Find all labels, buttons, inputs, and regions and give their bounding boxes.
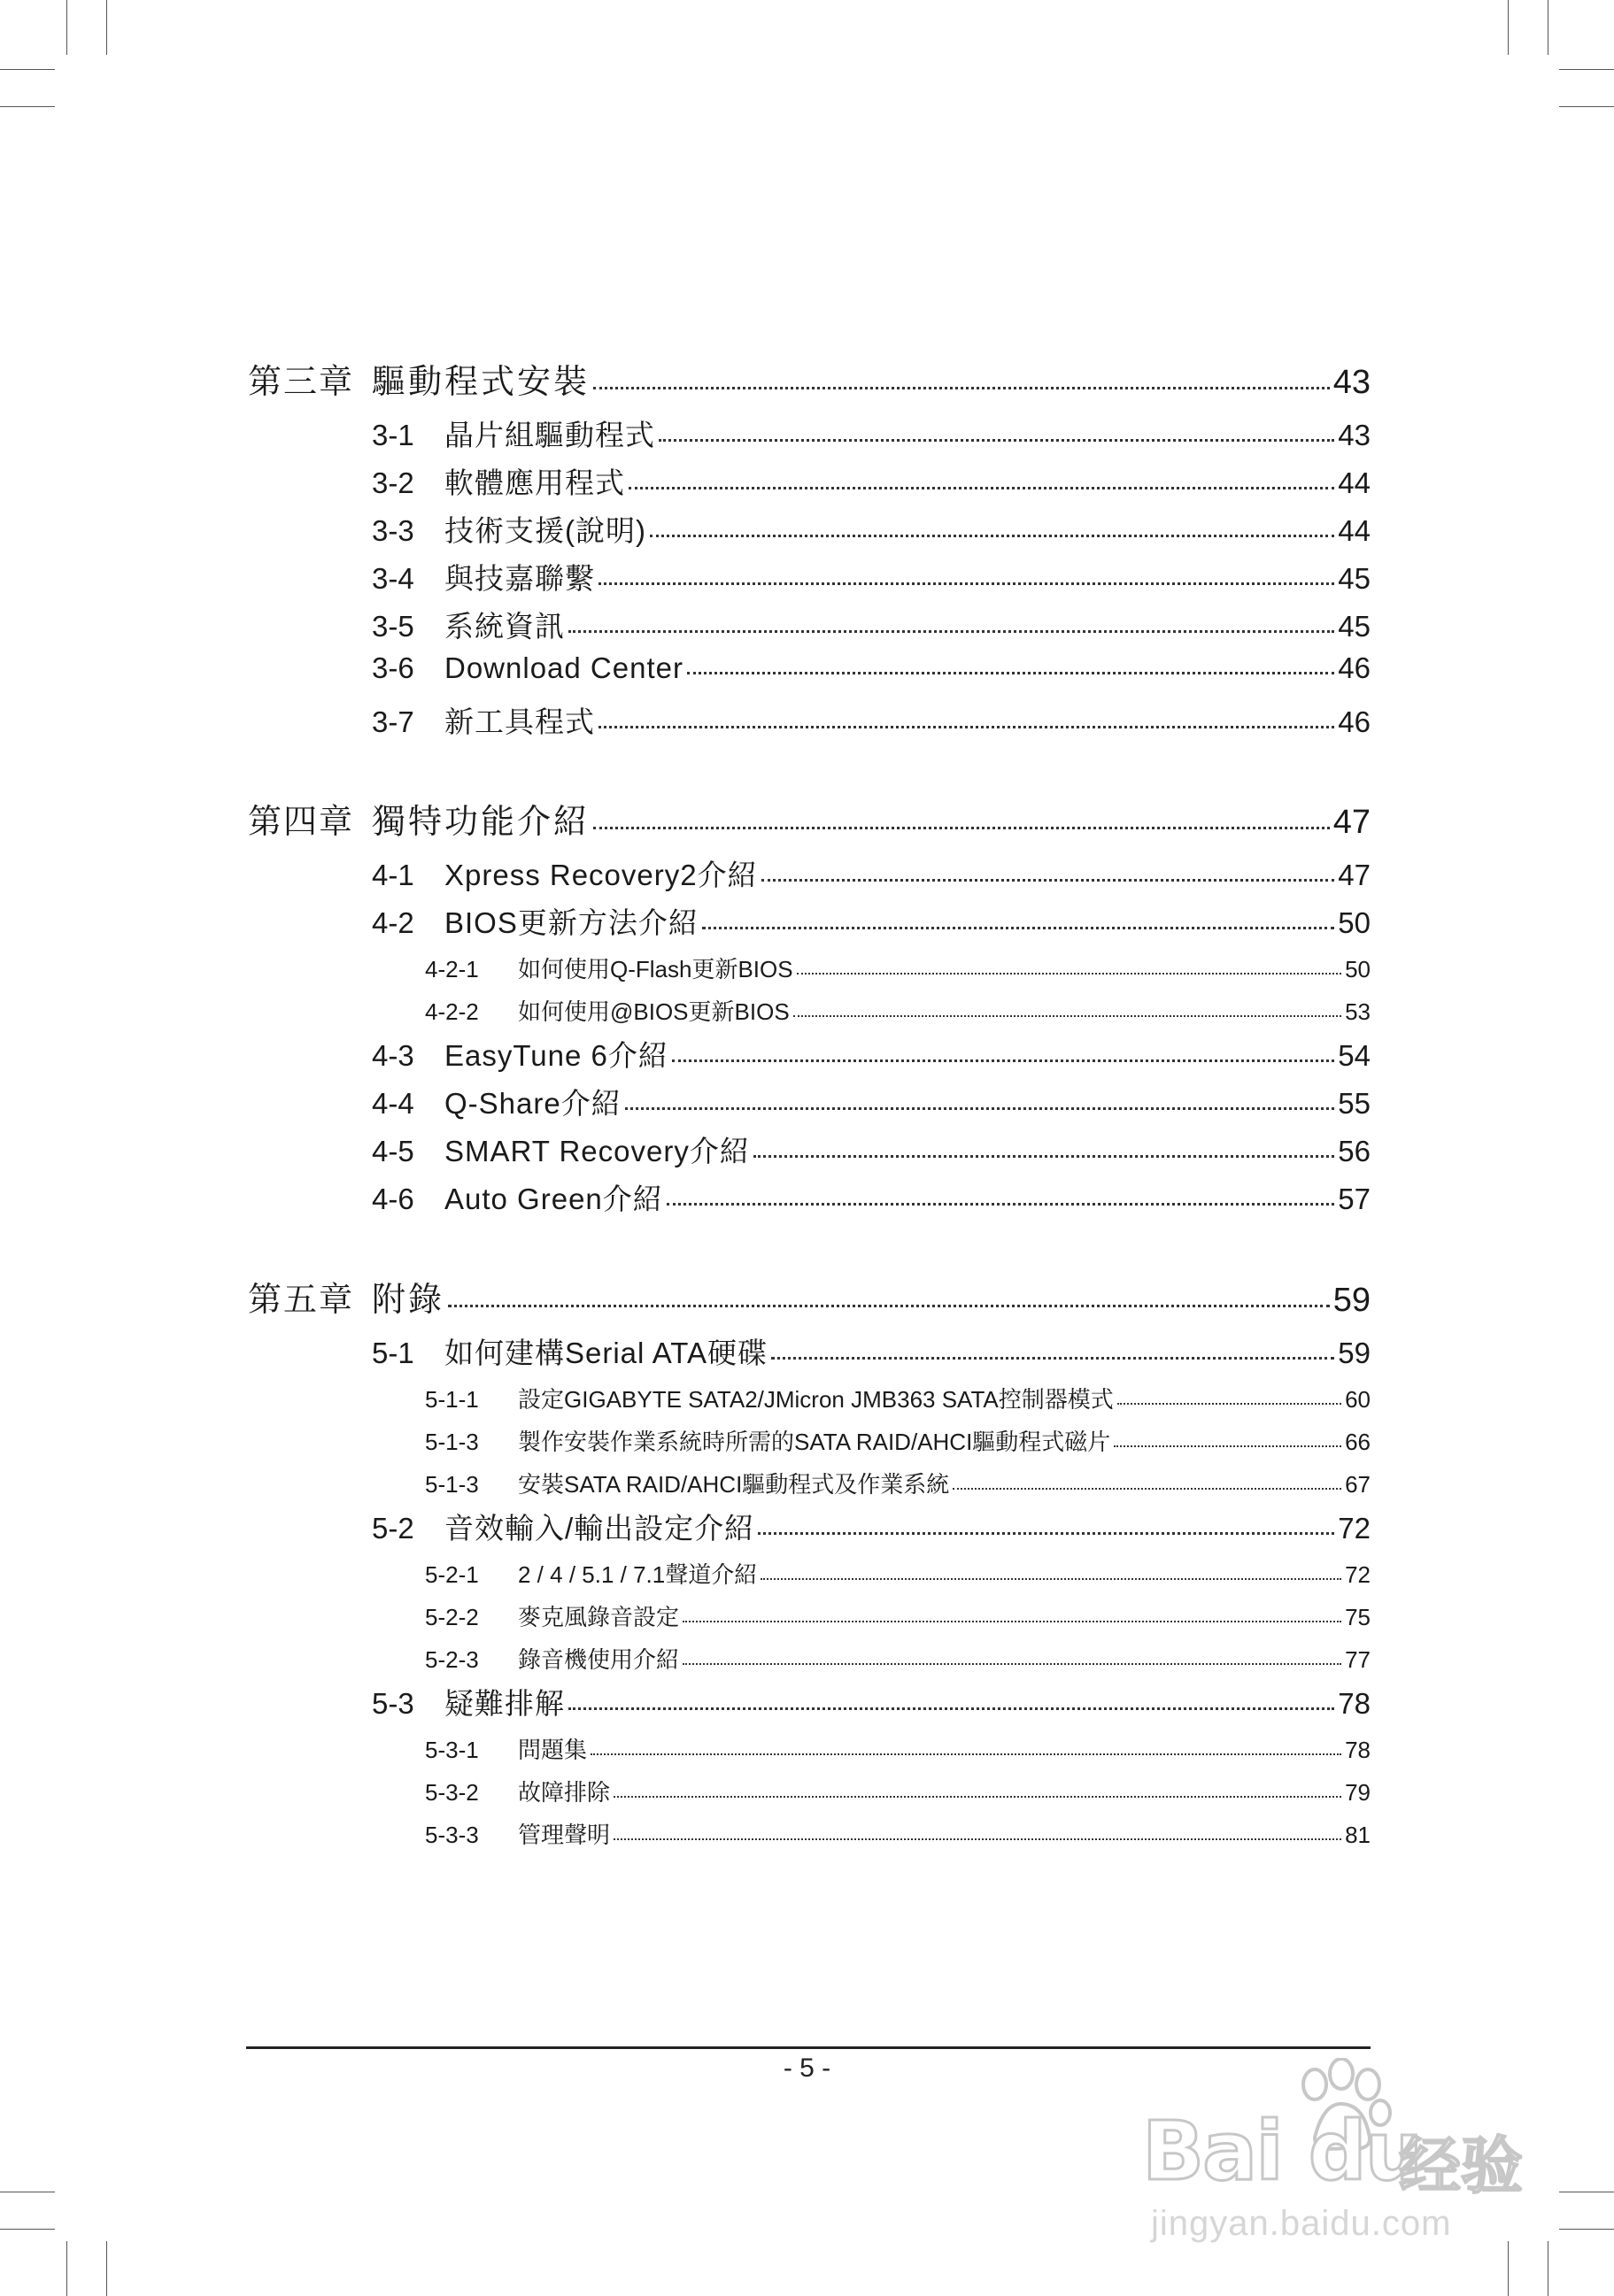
subsection-number: 5-3-1 (425, 1737, 479, 1763)
page-ref: 53 (1345, 998, 1371, 1025)
watermark-url: jingyan.baidu.com (1151, 2204, 1452, 2243)
subsection-title: 問題集 (518, 1737, 588, 1763)
toc-section[interactable] (372, 460, 1371, 502)
page-ref: 72 (1338, 1512, 1371, 1545)
section-title: Auto Green介紹 (444, 1183, 663, 1215)
crop-mark (66, 0, 67, 55)
crop-mark (1559, 106, 1614, 107)
section-title: EasyTune 6介紹 (444, 1039, 668, 1072)
toc-chapter[interactable] (248, 794, 1371, 843)
toc-subsection[interactable] (425, 1599, 1371, 1632)
page-ref: 57 (1338, 1183, 1371, 1215)
page-ref: 59 (1338, 1337, 1371, 1369)
page-number: - 5 - (783, 2053, 831, 2083)
page-ref: 47 (1338, 859, 1371, 891)
chapter-title: 附錄 (372, 1280, 445, 1319)
toc-subsection[interactable] (425, 994, 1371, 1027)
page-ref: 78 (1345, 1737, 1371, 1763)
page-ref: 54 (1338, 1039, 1371, 1072)
crop-mark (66, 2241, 67, 2296)
toc-section[interactable] (372, 1081, 1371, 1122)
section-title: 音效輸入/輸出設定介紹 (444, 1512, 755, 1545)
page-ref: 81 (1345, 1822, 1371, 1848)
subsection-title: 2 / 4 / 5.1 / 7.1聲道介紹 (518, 1561, 758, 1588)
section-number: 5-2 (372, 1512, 414, 1545)
subsection-number: 5-1-3 (425, 1429, 479, 1455)
crop-mark (106, 0, 107, 55)
section-title: Download Center (444, 651, 683, 684)
subsection-number: 5-1-1 (425, 1386, 479, 1413)
toc-section[interactable] (372, 900, 1371, 942)
chapter-title: 獨特功能介紹 (372, 802, 591, 841)
subsection-title: 故障排除 (518, 1779, 611, 1806)
page-ref: 60 (1345, 1386, 1371, 1413)
toc-subsection[interactable] (425, 1424, 1371, 1457)
dot-leader (598, 726, 1334, 728)
dot-leader (793, 1015, 1341, 1017)
chapter-number: 第四章 (248, 802, 355, 841)
subsection-title: 如何使用Q-Flash更新BIOS (518, 956, 793, 982)
page-ref: 75 (1345, 1604, 1371, 1630)
subsection-title: 麥克風錄音設定 (518, 1604, 680, 1630)
subsection-title: 設定GIGABYTE SATA2/JMicron JMB363 SATA控制器模式 (518, 1386, 1114, 1413)
page-ref: 79 (1345, 1779, 1371, 1806)
baidu-watermark (1142, 2058, 1532, 2243)
dot-leader (448, 1305, 1330, 1307)
dot-leader (625, 1107, 1335, 1110)
toc-section[interactable] (372, 852, 1371, 894)
section-number: 3-6 (372, 651, 414, 684)
dot-leader (683, 1621, 1341, 1622)
crop-mark (1559, 69, 1614, 70)
subsection-title: 如何使用@BIOS更新BIOS (518, 998, 790, 1025)
subsection-title: 安裝SATA RAID/AHCI驅動程式及作業系統 (518, 1471, 950, 1498)
section-number: 3-4 (372, 562, 414, 595)
section-title: 新工具程式 (444, 705, 595, 738)
dot-leader (614, 1838, 1341, 1840)
toc-subsection[interactable] (425, 1732, 1371, 1765)
toc-subsection[interactable] (425, 1775, 1371, 1807)
chapter-number: 第五章 (248, 1280, 355, 1319)
dot-leader (568, 1707, 1334, 1710)
page-ref: 59 (1332, 1282, 1371, 1319)
toc-section[interactable] (372, 1176, 1371, 1218)
subsection-number: 5-2-2 (425, 1604, 479, 1630)
section-title: 疑難排解 (444, 1687, 565, 1720)
section-title: Q-Share介紹 (444, 1087, 622, 1120)
dot-leader (702, 927, 1334, 929)
section-title: 技術支援(說明) (444, 514, 646, 547)
subsection-number: 5-2-3 (425, 1646, 479, 1673)
toc-section[interactable] (372, 651, 1371, 685)
toc-subsection[interactable] (425, 1467, 1371, 1499)
subsection-title: 製作安裝作業系統時所需的SATA RAID/AHCI驅動程式磁片 (518, 1429, 1111, 1455)
section-number: 4-1 (372, 859, 414, 891)
toc-subsection[interactable] (425, 952, 1371, 984)
dot-leader (593, 387, 1330, 389)
subsection-title: 錄音機使用介紹 (518, 1646, 680, 1673)
section-number: 3-5 (372, 610, 414, 643)
page-ref: 50 (1345, 956, 1371, 982)
crop-mark (0, 69, 55, 70)
crop-mark (1508, 2241, 1509, 2296)
toc-section[interactable] (372, 508, 1371, 550)
dot-leader (753, 1155, 1334, 1158)
dot-leader (687, 672, 1334, 674)
section-number: 3-2 (372, 466, 414, 499)
page-ref: 56 (1338, 1135, 1371, 1167)
section-number: 4-3 (372, 1039, 414, 1072)
page-ref: 77 (1345, 1646, 1371, 1673)
toc-chapter[interactable] (248, 354, 1371, 403)
page-ref: 43 (1338, 419, 1371, 451)
crop-mark (106, 2241, 107, 2296)
page-ref: 66 (1345, 1429, 1371, 1455)
toc-section[interactable] (372, 604, 1371, 645)
dot-leader (614, 1796, 1341, 1798)
subsection-number: 5-2-1 (425, 1561, 479, 1588)
section-title: BIOS更新方法介紹 (444, 906, 699, 939)
section-number: 3-3 (372, 514, 414, 547)
subsection-title: 管理聲明 (518, 1822, 611, 1848)
dot-leader (1114, 1445, 1341, 1447)
dot-leader (591, 1753, 1341, 1755)
dot-leader (761, 1578, 1341, 1580)
toc-section[interactable] (372, 1129, 1371, 1170)
page-ref: 45 (1338, 562, 1371, 595)
footer-rule (246, 2046, 1371, 2049)
section-title: 如何建構Serial ATA硬碟 (444, 1337, 768, 1369)
dot-leader (593, 827, 1330, 829)
dot-leader (650, 535, 1334, 537)
section-number: 5-1 (372, 1337, 414, 1369)
dot-leader (771, 1357, 1334, 1360)
toc-section[interactable] (372, 1330, 1371, 1372)
dot-leader (672, 1059, 1334, 1062)
section-title: 軟體應用程式 (444, 466, 625, 499)
toc-chapter[interactable] (248, 1272, 1371, 1321)
crop-mark (0, 106, 55, 107)
section-title: 晶片組驅動程式 (444, 419, 655, 451)
dot-leader (667, 1203, 1335, 1206)
section-number: 3-1 (372, 419, 414, 451)
dot-leader (797, 973, 1341, 975)
subsection-number: 5-1-3 (425, 1471, 479, 1498)
dot-leader (758, 1532, 1334, 1535)
toc-subsection[interactable] (425, 1382, 1371, 1414)
dot-leader (761, 879, 1335, 882)
crop-mark (1559, 2229, 1614, 2230)
page-ref: 72 (1345, 1561, 1371, 1588)
toc-section[interactable] (372, 1681, 1371, 1722)
dot-leader (683, 1663, 1341, 1665)
subsection-number: 4-2-1 (425, 956, 479, 982)
subsection-number: 5-3-2 (425, 1779, 479, 1806)
page-ref: 45 (1338, 610, 1371, 643)
toc-section[interactable] (372, 556, 1371, 597)
section-number: 4-4 (372, 1087, 414, 1120)
page-ref: 47 (1332, 804, 1371, 841)
page-ref: 46 (1338, 651, 1371, 684)
page-ref: 43 (1332, 364, 1371, 401)
dot-leader (629, 487, 1334, 489)
page-ref: 46 (1338, 705, 1371, 738)
toc-section[interactable] (372, 412, 1371, 454)
page-ref: 50 (1338, 906, 1371, 939)
page-ref: 78 (1338, 1687, 1371, 1720)
toc-subsection[interactable] (425, 1642, 1371, 1675)
section-number: 3-7 (372, 705, 414, 738)
section-title: 與技嘉聯繫 (444, 562, 595, 595)
subsection-number: 4-2-2 (425, 998, 479, 1025)
watermark-brand-cn: 经验 (1399, 2130, 1523, 2202)
toc-section[interactable] (372, 699, 1371, 741)
dot-leader (598, 582, 1334, 585)
crop-mark (0, 2229, 55, 2230)
toc-section[interactable] (372, 1033, 1371, 1075)
section-number: 4-2 (372, 906, 414, 939)
chapter-number: 第三章 (248, 362, 355, 401)
section-title: SMART Recovery介紹 (444, 1135, 750, 1167)
toc-subsection[interactable] (425, 1817, 1371, 1850)
toc-section[interactable] (372, 1506, 1371, 1547)
toc-subsection[interactable] (425, 1557, 1371, 1590)
page-ref: 55 (1338, 1087, 1371, 1120)
section-title: Xpress Recovery2介紹 (444, 859, 758, 891)
dot-leader (659, 439, 1334, 442)
dot-leader (1117, 1403, 1341, 1405)
section-number: 4-6 (372, 1183, 414, 1215)
page-ref: 44 (1338, 466, 1371, 499)
dot-leader (568, 630, 1334, 633)
subsection-number: 5-3-3 (425, 1822, 479, 1848)
page-ref: 67 (1345, 1471, 1371, 1498)
section-number: 5-3 (372, 1687, 414, 1720)
watermark-brand: Bai du (1142, 2104, 1422, 2199)
section-number: 4-5 (372, 1135, 414, 1167)
crop-mark (1508, 0, 1509, 55)
section-title: 系統資訊 (444, 610, 565, 643)
page-ref: 44 (1338, 514, 1371, 547)
chapter-title: 驅動程式安裝 (372, 362, 591, 401)
dot-leader (953, 1488, 1341, 1490)
